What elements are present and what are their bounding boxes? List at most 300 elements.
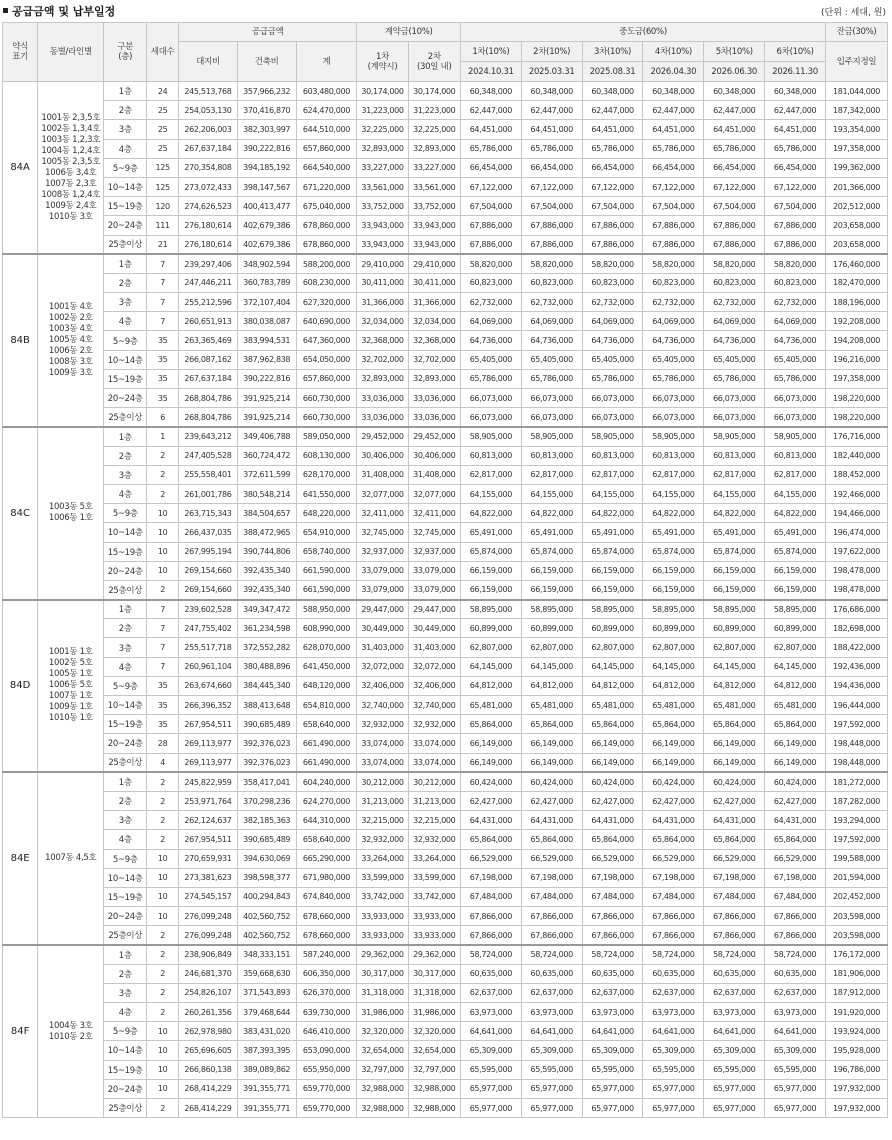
- total-cell: 661,490,000: [296, 753, 357, 772]
- middle-6-cell: 66,159,000: [765, 561, 826, 580]
- middle-4-cell: 58,820,000: [643, 254, 704, 273]
- middle-5-cell: 64,451,000: [704, 120, 765, 139]
- total-cell: 653,090,000: [296, 1041, 357, 1060]
- middle-6-cell: 62,807,000: [765, 638, 826, 657]
- table-row: [3, 1079, 888, 1098]
- units-cell: 10: [147, 523, 179, 542]
- middle-1-cell: 66,073,000: [460, 389, 521, 408]
- dong-cell: 1001동 1호 1002동 5호 1005동 1호 1006동 5호 1007동 1호 1009동 1호 1010동 1호: [38, 600, 104, 773]
- deposit-2-cell: 30,449,000: [408, 619, 460, 638]
- middle-4-cell: 63,973,000: [643, 1003, 704, 1022]
- balance-cell: 198,478,000: [826, 580, 888, 599]
- floor-cell: 2층: [104, 791, 147, 810]
- table-row: [3, 1041, 888, 1060]
- deposit-1-cell: 31,986,000: [357, 1003, 408, 1022]
- units-cell: 7: [147, 600, 179, 619]
- floor-cell: 3층: [104, 293, 147, 312]
- deposit-1-cell: 32,988,000: [357, 1079, 408, 1098]
- middle-3-cell: 64,431,000: [582, 811, 643, 830]
- deposit-1-cell: 32,077,000: [357, 484, 408, 503]
- deposit-1-cell: 33,074,000: [357, 734, 408, 753]
- total-cell: 678,860,000: [296, 235, 357, 254]
- header-dep2: 2차 (30일 내): [408, 42, 460, 82]
- header-date-3: 2025.08.31: [582, 62, 643, 82]
- balance-cell: 193,294,000: [826, 811, 888, 830]
- header-date-2: 2025.03.31: [521, 62, 582, 82]
- land-cell: 247,405,528: [179, 446, 238, 465]
- total-cell: 678,660,000: [296, 926, 357, 945]
- middle-3-cell: 60,424,000: [582, 772, 643, 791]
- middle-5-cell: 62,447,000: [704, 101, 765, 120]
- middle-1-cell: 64,451,000: [460, 120, 521, 139]
- middle-5-cell: 58,820,000: [704, 254, 765, 273]
- middle-4-cell: 64,641,000: [643, 1022, 704, 1041]
- floor-cell: 25층이상: [104, 408, 147, 427]
- land-cell: 266,860,138: [179, 1060, 238, 1079]
- total-cell: 671,220,000: [296, 177, 357, 196]
- deposit-1-cell: 33,599,000: [357, 868, 408, 887]
- middle-4-cell: 65,864,000: [643, 830, 704, 849]
- floor-cell: 1층: [104, 427, 147, 446]
- middle-1-cell: 65,864,000: [460, 715, 521, 734]
- balance-cell: 197,592,000: [826, 830, 888, 849]
- floor-cell: 3층: [104, 811, 147, 830]
- building-cell: 402,560,752: [237, 907, 296, 926]
- deposit-2-cell: 33,227,000: [408, 158, 460, 177]
- middle-6-cell: 65,405,000: [765, 350, 826, 369]
- middle-1-cell: 60,635,000: [460, 964, 521, 983]
- middle-4-cell: 58,905,000: [643, 427, 704, 446]
- deposit-2-cell: 32,797,000: [408, 1060, 460, 1079]
- floor-cell: 10~14층: [104, 523, 147, 542]
- middle-3-cell: 67,886,000: [582, 216, 643, 235]
- floor-cell: 1층: [104, 600, 147, 619]
- building-cell: 372,611,599: [237, 465, 296, 484]
- middle-6-cell: 60,635,000: [765, 964, 826, 983]
- middle-1-cell: 65,977,000: [460, 1079, 521, 1098]
- middle-5-cell: 60,424,000: [704, 772, 765, 791]
- balance-cell: 181,044,000: [826, 82, 888, 101]
- land-cell: 267,995,194: [179, 542, 238, 561]
- middle-1-cell: 58,905,000: [460, 427, 521, 446]
- middle-5-cell: 65,405,000: [704, 350, 765, 369]
- table-row: [3, 235, 888, 254]
- building-cell: 391,355,771: [237, 1079, 296, 1098]
- middle-2-cell: 64,431,000: [521, 811, 582, 830]
- building-cell: 390,685,489: [237, 830, 296, 849]
- header-total: 계: [296, 42, 357, 82]
- middle-4-cell: 62,807,000: [643, 638, 704, 657]
- middle-4-cell: 67,886,000: [643, 216, 704, 235]
- middle-1-cell: 58,895,000: [460, 600, 521, 619]
- middle-5-cell: 67,504,000: [704, 197, 765, 216]
- middle-6-cell: 64,641,000: [765, 1022, 826, 1041]
- floor-cell: 10~14층: [104, 177, 147, 196]
- table-row: [3, 1060, 888, 1079]
- total-cell: 608,130,000: [296, 446, 357, 465]
- middle-1-cell: 64,641,000: [460, 1022, 521, 1041]
- units-cell: 10: [147, 542, 179, 561]
- header-balance: 잔금(30%): [826, 23, 888, 42]
- middle-2-cell: 58,820,000: [521, 254, 582, 273]
- building-cell: 384,504,657: [237, 504, 296, 523]
- middle-3-cell: 62,817,000: [582, 465, 643, 484]
- deposit-2-cell: 31,213,000: [408, 791, 460, 810]
- middle-5-cell: 66,149,000: [704, 734, 765, 753]
- land-cell: 276,099,248: [179, 907, 238, 926]
- middle-5-cell: 65,977,000: [704, 1079, 765, 1098]
- land-cell: 267,954,511: [179, 830, 238, 849]
- middle-5-cell: 66,159,000: [704, 580, 765, 599]
- deposit-2-cell: 31,223,000: [408, 101, 460, 120]
- middle-5-cell: 67,886,000: [704, 235, 765, 254]
- floor-cell: 10~14층: [104, 868, 147, 887]
- units-cell: 10: [147, 1041, 179, 1060]
- middle-4-cell: 67,866,000: [643, 926, 704, 945]
- units-cell: 2: [147, 926, 179, 945]
- deposit-1-cell: 32,745,000: [357, 523, 408, 542]
- middle-4-cell: 65,491,000: [643, 523, 704, 542]
- middle-1-cell: 67,484,000: [460, 887, 521, 906]
- total-cell: 660,730,000: [296, 389, 357, 408]
- middle-4-cell: 62,447,000: [643, 101, 704, 120]
- middle-4-cell: 60,424,000: [643, 772, 704, 791]
- table-row: [3, 197, 888, 216]
- header-units: 세대수: [147, 23, 179, 82]
- middle-3-cell: 65,786,000: [582, 139, 643, 158]
- middle-2-cell: 67,504,000: [521, 197, 582, 216]
- deposit-1-cell: 33,036,000: [357, 408, 408, 427]
- middle-5-cell: 64,069,000: [704, 312, 765, 331]
- total-cell: 665,290,000: [296, 849, 357, 868]
- middle-4-cell: 66,529,000: [643, 849, 704, 868]
- table-row: [3, 158, 888, 177]
- middle-3-cell: 60,348,000: [582, 82, 643, 101]
- units-cell: 2: [147, 945, 179, 964]
- deposit-2-cell: 32,988,000: [408, 1098, 460, 1117]
- floor-cell: 15~19층: [104, 1060, 147, 1079]
- balance-cell: 199,588,000: [826, 849, 888, 868]
- table-row: [3, 101, 888, 120]
- middle-3-cell: 66,073,000: [582, 389, 643, 408]
- balance-cell: 188,422,000: [826, 638, 888, 657]
- deposit-1-cell: 32,893,000: [357, 139, 408, 158]
- table-row: [3, 446, 888, 465]
- middle-5-cell: 65,491,000: [704, 523, 765, 542]
- middle-3-cell: 58,724,000: [582, 945, 643, 964]
- middle-2-cell: 65,786,000: [521, 369, 582, 388]
- total-cell: 626,370,000: [296, 983, 357, 1002]
- floor-cell: 5~9층: [104, 676, 147, 695]
- deposit-1-cell: 32,072,000: [357, 657, 408, 676]
- floor-cell: 1층: [104, 254, 147, 273]
- middle-4-cell: 65,481,000: [643, 696, 704, 715]
- middle-5-cell: 62,637,000: [704, 983, 765, 1002]
- middle-2-cell: 67,886,000: [521, 235, 582, 254]
- middle-1-cell: 63,973,000: [460, 1003, 521, 1022]
- floor-cell: 2층: [104, 101, 147, 120]
- middle-4-cell: 64,155,000: [643, 484, 704, 503]
- total-cell: 628,170,000: [296, 465, 357, 484]
- middle-2-cell: 67,866,000: [521, 907, 582, 926]
- total-cell: 604,240,000: [296, 772, 357, 791]
- middle-4-cell: 65,786,000: [643, 139, 704, 158]
- land-cell: 246,681,370: [179, 964, 238, 983]
- balance-cell: 191,920,000: [826, 1003, 888, 1022]
- middle-3-cell: 60,635,000: [582, 964, 643, 983]
- building-cell: 383,431,020: [237, 1022, 296, 1041]
- deposit-1-cell: 32,797,000: [357, 1060, 408, 1079]
- deposit-2-cell: 31,408,000: [408, 465, 460, 484]
- floor-cell: 4층: [104, 484, 147, 503]
- table-row: [3, 331, 888, 350]
- units-cell: 10: [147, 849, 179, 868]
- middle-6-cell: 65,864,000: [765, 715, 826, 734]
- middle-6-cell: 62,427,000: [765, 791, 826, 810]
- deposit-1-cell: 32,740,000: [357, 696, 408, 715]
- middle-1-cell: 62,817,000: [460, 465, 521, 484]
- deposit-1-cell: 32,893,000: [357, 369, 408, 388]
- middle-6-cell: 64,431,000: [765, 811, 826, 830]
- building-cell: 357,966,232: [237, 82, 296, 101]
- middle-4-cell: 66,073,000: [643, 408, 704, 427]
- middle-5-cell: 62,807,000: [704, 638, 765, 657]
- middle-4-cell: 62,427,000: [643, 791, 704, 810]
- table-row: [3, 427, 888, 446]
- deposit-1-cell: 32,937,000: [357, 542, 408, 561]
- building-cell: 379,468,644: [237, 1003, 296, 1022]
- middle-3-cell: 64,145,000: [582, 657, 643, 676]
- deposit-2-cell: 31,403,000: [408, 638, 460, 657]
- middle-6-cell: 62,447,000: [765, 101, 826, 120]
- land-cell: 255,558,401: [179, 465, 238, 484]
- middle-4-cell: 64,822,000: [643, 504, 704, 523]
- header-date-4: 2026.04.30: [643, 62, 704, 82]
- middle-1-cell: 62,637,000: [460, 983, 521, 1002]
- middle-4-cell: 64,069,000: [643, 312, 704, 331]
- units-cell: 2: [147, 830, 179, 849]
- deposit-1-cell: 29,410,000: [357, 254, 408, 273]
- deposit-1-cell: 31,213,000: [357, 791, 408, 810]
- units-cell: 7: [147, 254, 179, 273]
- floor-cell: 10~14층: [104, 350, 147, 369]
- middle-5-cell: 65,874,000: [704, 542, 765, 561]
- middle-3-cell: 65,977,000: [582, 1079, 643, 1098]
- middle-5-cell: 64,736,000: [704, 331, 765, 350]
- deposit-1-cell: 29,362,000: [357, 945, 408, 964]
- dong-cell: 1007동 4,5호: [38, 772, 104, 945]
- middle-3-cell: 60,813,000: [582, 446, 643, 465]
- table-row: [3, 964, 888, 983]
- land-cell: 266,087,162: [179, 350, 238, 369]
- units-cell: 2: [147, 811, 179, 830]
- building-cell: 389,089,862: [237, 1060, 296, 1079]
- table-row: [3, 983, 888, 1002]
- balance-cell: 197,622,000: [826, 542, 888, 561]
- land-cell: 247,446,211: [179, 273, 238, 292]
- middle-3-cell: 66,159,000: [582, 561, 643, 580]
- units-cell: 10: [147, 887, 179, 906]
- units-cell: 2: [147, 465, 179, 484]
- building-cell: 390,685,489: [237, 715, 296, 734]
- middle-4-cell: 60,635,000: [643, 964, 704, 983]
- total-cell: 660,730,000: [296, 408, 357, 427]
- middle-3-cell: 65,309,000: [582, 1041, 643, 1060]
- middle-2-cell: 60,813,000: [521, 446, 582, 465]
- units-cell: 2: [147, 964, 179, 983]
- building-cell: 391,355,771: [237, 1098, 296, 1117]
- table-row: [3, 1098, 888, 1117]
- building-cell: 382,185,363: [237, 811, 296, 830]
- middle-6-cell: 65,864,000: [765, 830, 826, 849]
- floor-cell: 4층: [104, 657, 147, 676]
- deposit-1-cell: 32,225,000: [357, 120, 408, 139]
- floor-cell: 20~24층: [104, 389, 147, 408]
- deposit-1-cell: 32,411,000: [357, 504, 408, 523]
- land-cell: 269,154,660: [179, 580, 238, 599]
- balance-cell: 187,342,000: [826, 101, 888, 120]
- middle-2-cell: 64,145,000: [521, 657, 582, 676]
- balance-cell: 202,452,000: [826, 887, 888, 906]
- middle-4-cell: 67,484,000: [643, 887, 704, 906]
- middle-1-cell: 60,823,000: [460, 273, 521, 292]
- bullet-square-icon: [3, 8, 8, 13]
- middle-5-cell: 66,073,000: [704, 389, 765, 408]
- balance-cell: 194,208,000: [826, 331, 888, 350]
- total-cell: 678,860,000: [296, 216, 357, 235]
- deposit-1-cell: 31,223,000: [357, 101, 408, 120]
- deposit-2-cell: 32,745,000: [408, 523, 460, 542]
- floor-cell: 5~9층: [104, 158, 147, 177]
- middle-2-cell: 64,736,000: [521, 331, 582, 350]
- page-title: [3, 3, 115, 19]
- table-row: [3, 657, 888, 676]
- building-cell: 402,560,752: [237, 926, 296, 945]
- floor-cell: 20~24층: [104, 907, 147, 926]
- total-cell: 661,590,000: [296, 561, 357, 580]
- units-cell: 2: [147, 580, 179, 599]
- middle-3-cell: 65,977,000: [582, 1098, 643, 1117]
- deposit-2-cell: 29,362,000: [408, 945, 460, 964]
- balance-cell: 192,436,000: [826, 657, 888, 676]
- land-cell: 267,637,184: [179, 369, 238, 388]
- building-cell: 387,393,395: [237, 1041, 296, 1060]
- middle-6-cell: 60,424,000: [765, 772, 826, 791]
- building-cell: 384,445,340: [237, 676, 296, 695]
- table-row: [3, 926, 888, 945]
- type-cell: 84F: [3, 945, 38, 1118]
- middle-4-cell: 64,145,000: [643, 657, 704, 676]
- building-cell: 391,925,214: [237, 408, 296, 427]
- middle-6-cell: 58,724,000: [765, 945, 826, 964]
- middle-2-cell: 66,159,000: [521, 580, 582, 599]
- land-cell: 265,696,605: [179, 1041, 238, 1060]
- middle-3-cell: 65,786,000: [582, 369, 643, 388]
- units-cell: 2: [147, 446, 179, 465]
- building-cell: 400,413,477: [237, 197, 296, 216]
- deposit-1-cell: 30,406,000: [357, 446, 408, 465]
- middle-2-cell: 64,155,000: [521, 484, 582, 503]
- total-cell: 641,550,000: [296, 484, 357, 503]
- middle-5-cell: 64,145,000: [704, 657, 765, 676]
- floor-cell: 15~19층: [104, 542, 147, 561]
- land-cell: 269,113,977: [179, 753, 238, 772]
- middle-5-cell: 67,198,000: [704, 868, 765, 887]
- middle-1-cell: 58,724,000: [460, 945, 521, 964]
- floor-cell: 4층: [104, 139, 147, 158]
- middle-1-cell: 62,807,000: [460, 638, 521, 657]
- header-dong: 동별/라인별: [38, 23, 104, 82]
- table-row: [3, 676, 888, 695]
- table-row: [3, 715, 888, 734]
- middle-3-cell: 65,481,000: [582, 696, 643, 715]
- middle-4-cell: 66,073,000: [643, 389, 704, 408]
- total-cell: 588,950,000: [296, 600, 357, 619]
- floor-cell: 1층: [104, 82, 147, 101]
- total-cell: 587,240,000: [296, 945, 357, 964]
- middle-5-cell: 64,812,000: [704, 676, 765, 695]
- middle-6-cell: 65,481,000: [765, 696, 826, 715]
- units-cell: 35: [147, 331, 179, 350]
- total-cell: 588,200,000: [296, 254, 357, 273]
- floor-cell: 15~19층: [104, 887, 147, 906]
- balance-cell: 181,906,000: [826, 964, 888, 983]
- units-cell: 7: [147, 312, 179, 331]
- middle-4-cell: 64,431,000: [643, 811, 704, 830]
- middle-1-cell: 66,159,000: [460, 580, 521, 599]
- middle-3-cell: 58,820,000: [582, 254, 643, 273]
- middle-3-cell: 67,886,000: [582, 235, 643, 254]
- total-cell: 647,360,000: [296, 331, 357, 350]
- middle-6-cell: 67,886,000: [765, 216, 826, 235]
- table-row: [3, 887, 888, 906]
- middle-2-cell: 58,724,000: [521, 945, 582, 964]
- deposit-1-cell: 33,074,000: [357, 753, 408, 772]
- middle-1-cell: 65,309,000: [460, 1041, 521, 1060]
- balance-cell: 203,658,000: [826, 235, 888, 254]
- middle-5-cell: 60,635,000: [704, 964, 765, 983]
- balance-cell: 198,220,000: [826, 408, 888, 427]
- middle-6-cell: 65,874,000: [765, 542, 826, 561]
- middle-6-cell: 65,309,000: [765, 1041, 826, 1060]
- page-title-text: 공급금액 및 납부일정: [12, 5, 116, 18]
- units-cell: 10: [147, 561, 179, 580]
- middle-2-cell: 58,895,000: [521, 600, 582, 619]
- building-cell: 388,413,648: [237, 696, 296, 715]
- header-mid-6: 6차(10%): [765, 42, 826, 62]
- middle-6-cell: 64,736,000: [765, 331, 826, 350]
- middle-5-cell: 67,484,000: [704, 887, 765, 906]
- table-row: [3, 849, 888, 868]
- middle-4-cell: 60,899,000: [643, 619, 704, 638]
- floor-cell: 3층: [104, 983, 147, 1002]
- total-cell: 603,480,000: [296, 82, 357, 101]
- land-cell: 254,826,107: [179, 983, 238, 1002]
- middle-5-cell: 66,159,000: [704, 561, 765, 580]
- middle-6-cell: 64,451,000: [765, 120, 826, 139]
- table-row: [3, 772, 888, 791]
- floor-cell: 3층: [104, 120, 147, 139]
- middle-3-cell: 62,637,000: [582, 983, 643, 1002]
- middle-2-cell: 67,866,000: [521, 926, 582, 945]
- middle-6-cell: 62,817,000: [765, 465, 826, 484]
- total-cell: 658,640,000: [296, 715, 357, 734]
- type-cell: 84E: [3, 772, 38, 945]
- balance-cell: 176,716,000: [826, 427, 888, 446]
- deposit-2-cell: 33,561,000: [408, 177, 460, 196]
- middle-4-cell: 62,732,000: [643, 293, 704, 312]
- land-cell: 273,381,623: [179, 868, 238, 887]
